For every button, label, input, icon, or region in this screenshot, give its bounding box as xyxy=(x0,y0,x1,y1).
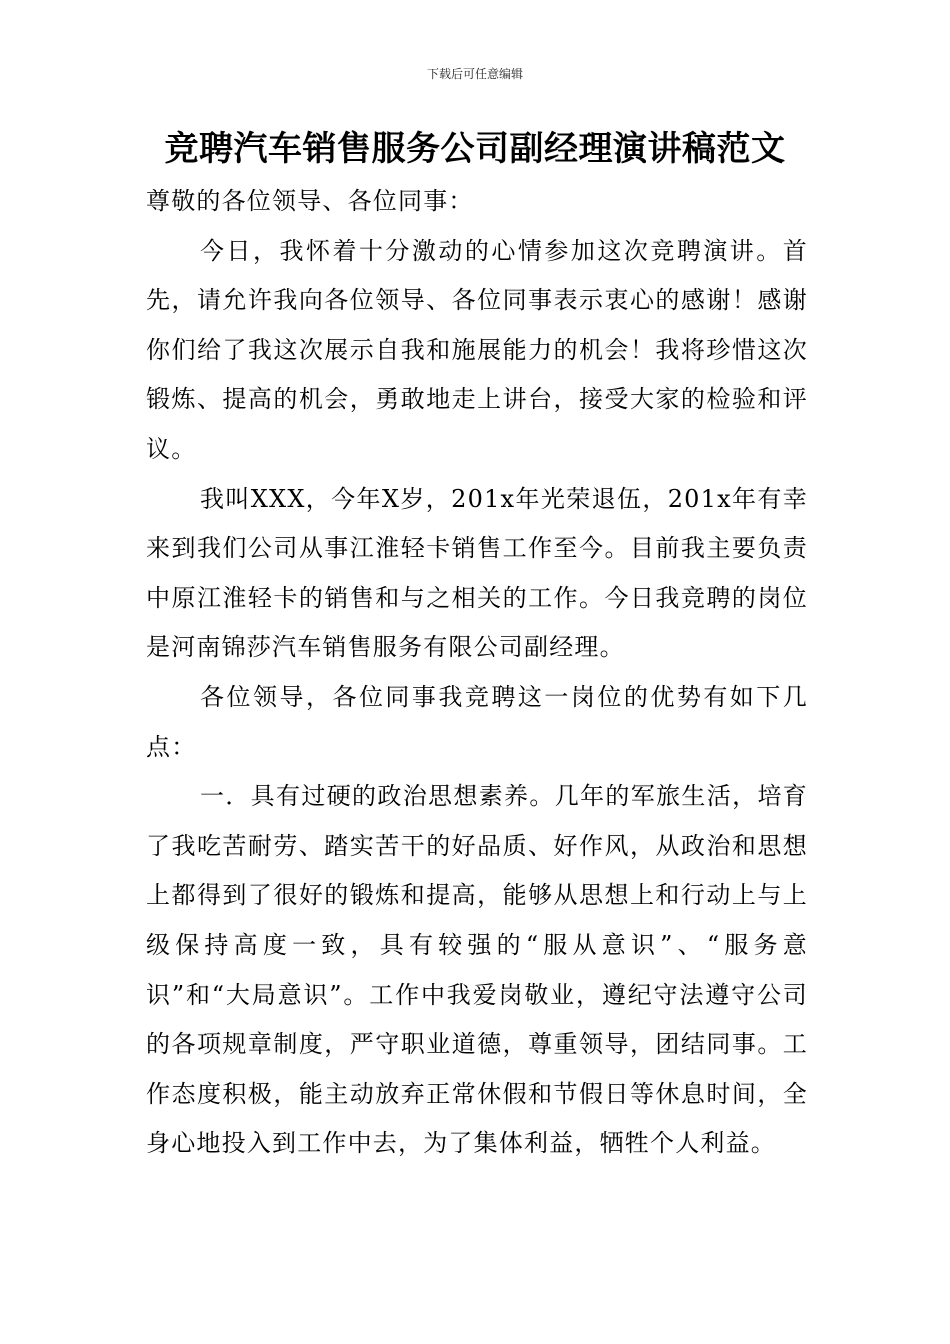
header-note: 下载后可任意编辑 xyxy=(426,67,523,81)
paragraph-1: 今日，我怀着十分激动的心情参加这次竞聘演讲。首先，请允许我向各位领导、各位同事表示衷心的感谢！感谢你们给了我这次展示自我和施展能力的机会！我将珍惜这次锻炼、提高的机会，勇敢地走上讲台，接受大家的检验和评议。 xyxy=(146,236,808,463)
document-body xyxy=(146,177,808,1169)
document-title: 竞聘汽车销售服务公司副经理演讲稿范文 xyxy=(164,129,786,169)
paragraph-4: 一．具有过硬的政治思想素养。几年的军旅生活，培育了我吃苦耐劳、踏实苦干的好品质、好作风，从政治和思想上都得到了很好的锻炼和提高，能够从思想上和行动上与上级保持高度一致，具有较强的“服从意识”、“服务意识”和“大局意识”。工作中我爱岗敬业，遵纪守法遵守公司的各项规章制度，严守职业道德，尊重领导，团结同事。工作态度积极，能主动放弃正常休假和节假日等休息时间，全身心地投入到工作中去，为了集体利益，牺牲个人利益。 xyxy=(146,782,808,1158)
paragraph-2: 我叫XXX，今年X岁，201x年光荣退伍，201x年有幸来到我们公司从事江淮轻卡销售工作至今。目前我主要负责中原江淮轻卡的销售和与之相关的工作。今日我竞聘的岗位是河南锦莎汽车销售服务有限公司副经理。 xyxy=(146,484,808,662)
paragraph-3: 各位领导，各位同事我竞聘这一岗位的优势有如下几点： xyxy=(146,682,808,761)
salutation: 尊敬的各位领导、各位同事： xyxy=(146,187,474,215)
